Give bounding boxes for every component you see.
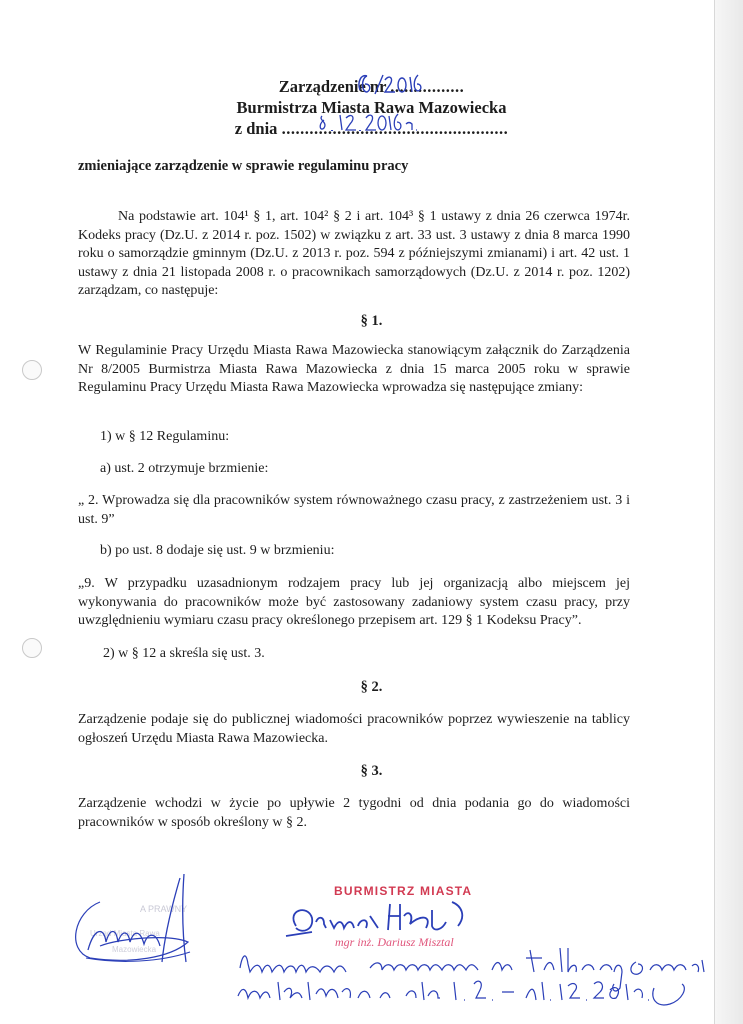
punch-hole-top bbox=[22, 360, 42, 380]
left-stamp-signature bbox=[60, 872, 220, 982]
section-3-heading: § 3. bbox=[360, 763, 383, 779]
punch-hole-bottom bbox=[22, 638, 42, 658]
section-1-paragraph: W Regulaminie Pracy Urzędu Miasta Rawa Mazowiecka stanowiącym załącznik do Zarządzenia Nr 8/2005 Burmistrza Miasta Rawa Mazowiecka z dnia 15 marca 2005 roku w sprawie Regulaminu Pracy Urzędu Miasta Rawa Mazowiecka wprowadza się następujące zmiany: bbox=[78, 343, 630, 395]
item-1: 1) w § 12 Regulaminu: bbox=[100, 429, 230, 444]
mayor-stamp-title: BURMISTRZ MIASTA bbox=[334, 884, 473, 898]
document-subject: zmieniające zarządzenie w sprawie regulaminu pracy bbox=[78, 158, 409, 174]
section-1-heading: § 1. bbox=[360, 313, 383, 329]
section-2-heading: § 2. bbox=[360, 679, 383, 695]
section-2-paragraph: Zarządzenie podaje się do publicznej wiadomości pracowników poprzez wywieszenie na tablicy ogłoszeń Urzędu Miasta Rawa Mazowiecka. bbox=[78, 712, 630, 746]
header-date-label: z dnia bbox=[234, 119, 282, 138]
quote-b: „9. W przypadku uzasadnionym rodzajem pracy lub jej organizacją albo miejscem jej wykonywania do pracowników może być zastosowany zadaniowy system czasu pracy, przy uwzględnieniu wymiaru czasu pracy określonego przepisem art. 129 § 1 Kodeksu Pracy”. bbox=[78, 576, 630, 628]
svg-text:Urząd Miasta Rawa: Urząd Miasta Rawa bbox=[90, 929, 160, 938]
item-b: b) po ust. 8 dodaje się ust. 9 w brzmieniu: bbox=[100, 543, 335, 558]
handwritten-number bbox=[355, 72, 435, 98]
svg-text:Mazowiecka: Mazowiecka bbox=[112, 945, 157, 954]
page-edge bbox=[714, 0, 743, 1024]
legal-basis-paragraph: Na podstawie art. 104¹ § 1, art. 104² § 2 i art. 104³ § 1 ustawy z dnia 26 czerwca 1974r. Kodeks pracy (Dz.U. z 2014 r. poz. 1502) w związku z art. 33 ust. 3 ustawy z dnia 8 marca 1990 roku o samorządzie gminnym (Dz.U. z 2013 r. poz. 594 z późniejszymi zmianami) i art. 42 ust. 1 ustawy z dnia 21 listopada 2008 r. o pracownikach samorządowych (Dz.U. z 2014 r. poz. 1202) zarządzam, co następuje: bbox=[78, 209, 630, 298]
quote-a: „ 2. Wprowadza się dla pracowników system równoważnego czasu pracy, z zastrzeżeniem ust. 3 i ust. 9” bbox=[78, 493, 630, 527]
mayor-name: mgr inż. Dariusz Misztal bbox=[335, 935, 454, 949]
svg-text:A PRAWNY: A PRAWNY bbox=[140, 904, 188, 914]
header-title: Zarządzenie nr bbox=[278, 77, 391, 96]
handwritten-annotation bbox=[230, 942, 710, 1012]
item-a: a) ust. 2 otrzymuje brzmienie: bbox=[100, 461, 269, 476]
header-date-dots: ................................................. bbox=[281, 119, 509, 138]
handwritten-date bbox=[318, 110, 428, 138]
section-3-paragraph: Zarządzenie wchodzi w życie po upływie 2 tygodni od dnia podania go do wiadomości pracowników w sposób określony w § 2. bbox=[78, 796, 630, 830]
header-line-2: Burmistrza Miasta Rawa Mazowiecka bbox=[236, 98, 507, 117]
header-number-dots: ................ bbox=[390, 77, 465, 96]
item-2: 2) w § 12 a skreśla się ust. 3. bbox=[103, 646, 265, 661]
